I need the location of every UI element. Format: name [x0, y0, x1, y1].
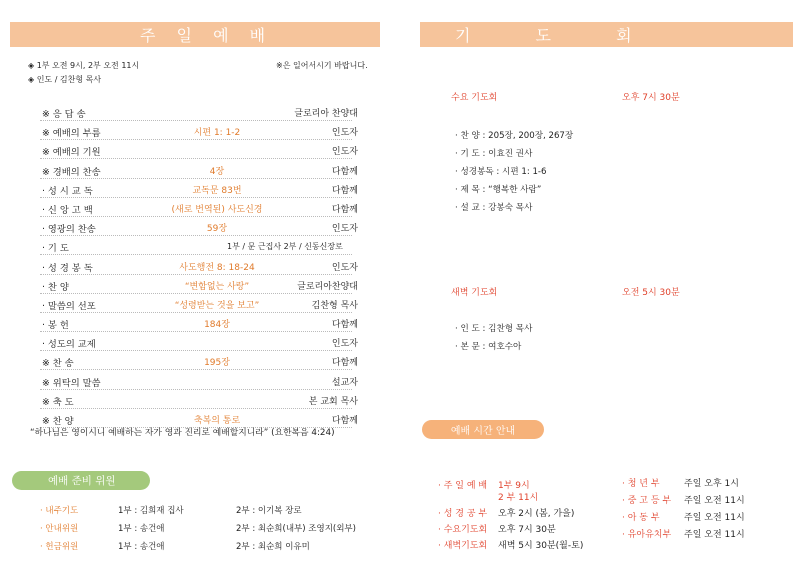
bible-verse: “하나님은 영이시니 예배하는 자가 영과 진리로 예배할지니라” (요한복음 4:24): [30, 428, 335, 438]
schedule-item: · 성 경 공 부 오후 2시 (봄, 가을): [438, 509, 575, 519]
wed-prayer-item: · 기 도 : 이효진 권사: [455, 149, 533, 159]
worship-order: [42, 104, 360, 430]
schedule-item: · 중 고 등 부 주일 오전 11시: [622, 496, 745, 506]
wed-prayer-time: 오후 7시 30분: [622, 93, 680, 103]
worship-row: · 성도의 교제 인도자: [42, 339, 358, 351]
prep-committee-title: 예배 준비 위원: [12, 471, 150, 490]
left-title: 주 일 예 배: [140, 26, 274, 45]
wed-prayer-item: · 설 교 : 강봉숙 목사: [455, 203, 533, 213]
worship-row: · 영광의 찬송 59장 인도자: [42, 224, 358, 236]
dawn-prayer-time: 오전 5시 30분: [622, 288, 680, 298]
worship-row: · 기 도 1부 / 문 근집사 2부 / 신동신장로: [42, 238, 360, 257]
worship-row: ※ 찬 양 축복의 통로 다함께: [42, 416, 358, 427]
schedule-item: · 유아유치부 주일 오전 11시: [622, 530, 745, 540]
worship-row: · 신 앙 고 백 (새로 번역된) 사도신경 다함께: [42, 204, 358, 216]
wed-prayer-item: · 찬 양 : 205장, 200장, 267장: [455, 131, 574, 141]
left-title-band: [10, 22, 380, 47]
schedule-item: · 수요기도회 오후 7시 30분: [438, 525, 556, 535]
prep-row: · 안내위원 1부 : 송건애 2부 : 최순희(내부) 조영지(외부): [40, 524, 356, 534]
wed-prayer-item: · 제 목 : “행복한 사람”: [455, 185, 542, 195]
worship-row: · 봉 헌 184장 다함께: [42, 320, 358, 332]
prep-row: · 헌금위원 1부 : 송건애 2부 : 최순희 이유미: [40, 542, 310, 552]
worship-row: · 말씀의 선포 “성령받는 것을 보고” 김찬형 목사: [42, 300, 358, 312]
wed-prayer-title: 수요 기도회: [451, 93, 498, 103]
worship-row: ※ 축 도 본 교회 목사: [42, 396, 358, 408]
worship-row: · 성 시 교 독 교독문 83번 다함께: [42, 185, 358, 197]
schedule-item: · 주 일 예 배 1부 9시: [438, 481, 530, 491]
schedule-item: · 새벽기도회 새벽 5시 30분(월-토): [438, 541, 584, 551]
worship-row: ※ 예배의 부름 시편 1: 1-2 인도자: [42, 128, 358, 140]
schedule-item: · 청 년 부 주일 오후 1시: [622, 479, 739, 489]
worship-row: ※ 경배의 찬송 4장 다함께: [42, 166, 358, 178]
worship-row: · 성 경 봉 독 사도행전 8: 18-24 인도자: [42, 262, 358, 274]
worship-row: ※ 위탁의 말씀 설교자: [42, 377, 358, 389]
worship-row: · 찬 양 “변함없는 사랑” 글로리아찬양대: [42, 281, 358, 293]
schedule-title: 예배 시간 안내: [422, 420, 544, 439]
service-leader: ◈ 인도 / 김찬형 목사: [28, 75, 102, 84]
right-title: 기 도 회: [455, 26, 662, 45]
wed-prayer-item: · 성경봉독 : 시편 1: 1-6: [455, 167, 547, 177]
prep-row: · 내주기도 1부 : 김희재 집사 2부 : 이기복 장로: [40, 506, 302, 516]
dawn-prayer-title: 새벽 기도회: [451, 288, 498, 298]
right-title-band: [420, 22, 793, 47]
schedule-item: 2 부 11시: [498, 493, 539, 503]
standing-note: ※은 일어서시기 바랍니다.: [276, 61, 368, 70]
worship-row: ※ 응 답 송 글로리아 찬양대: [42, 109, 358, 120]
worship-row: ※ 예배의 기원 인도자: [42, 147, 358, 159]
dawn-prayer-item: · 본 문 : 여호수아: [455, 342, 522, 352]
service-times: ◈ 1부 오전 9시, 2부 오전 11시: [28, 61, 140, 70]
worship-row: ※ 찬 송 195장 다함께: [42, 358, 358, 370]
schedule-item: · 아 동 부 주일 오전 11시: [622, 513, 745, 523]
dawn-prayer-item: · 인 도 : 김찬형 목사: [455, 324, 533, 334]
